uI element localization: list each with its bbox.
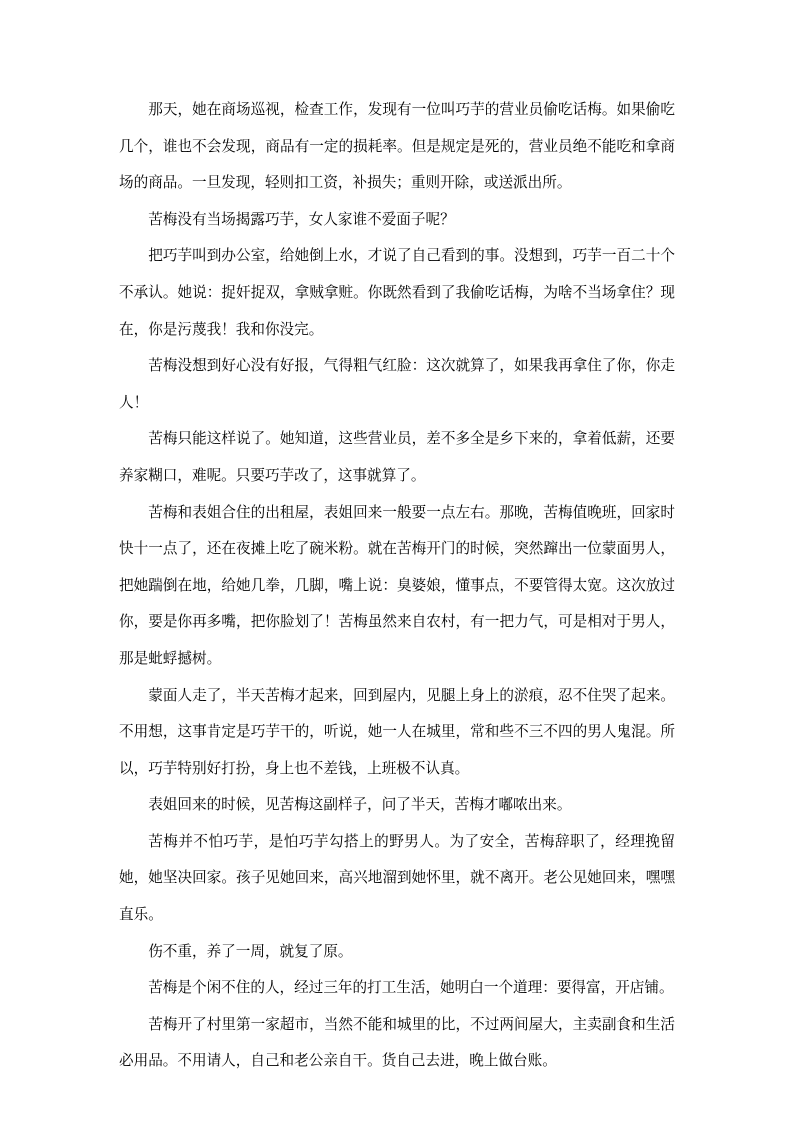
paragraph: 苦梅并不怕巧芋，是怕巧芋勾搭上的野男人。为了安全，苦梅辞职了，经理挽留她，她坚决回家。孩子见她回来，高兴地溜到她怀里，就不离开。老公见她回来，嘿嘿直乐。 — [119, 832, 675, 924]
paragraph: 苦梅是个闲不住的人，经过三年的打工生活，她明白一个道理：要得富，开店铺。 — [148, 979, 674, 997]
paragraph: 苦梅开了村里第一家超市，当然不能和城里的比，不过两间屋大，主卖副食和生活必用品。不用请人，自己和老公亲自干。货自己去进，晚上做台账。 — [119, 1015, 675, 1070]
paragraph: 那天，她在商场巡视，检查工作，发现有一位叫巧芋的营业员偷吃话梅。如果偷吃几个，谁也不会发现，商品有一定的损耗率。但是规定是死的，营业员绝不能吃和拿商场的商品。一旦发现，轻则扣工资，补损失；重则开除，或送派出所。 — [119, 101, 675, 192]
paragraph: 苦梅没想到好心没有好报，气得粗气红脸：这次就算了，如果我再拿住了你，你走人！ — [119, 357, 675, 411]
paragraph: 苦梅只能这样说了。她知道，这些营业员，差不多全是乡下来的，拿着低薪，还要养家糊口，难呢。只要巧芋改了，这事就算了。 — [119, 430, 675, 484]
paragraph: 把巧芋叫到办公室，给她倒上水，才说了自己看到的事。没想到，巧芋一百二十个不承认。她说：捉奸捉双，拿贼拿赃。你既然看到了我偷吃话梅，为啥不当场拿住？现在，你是污蔑我！我和你没完。 — [119, 247, 675, 338]
paragraph: 伤不重，养了一周，就复了原。 — [148, 942, 353, 960]
document-body — [119, 92, 675, 1080]
paragraph: 苦梅和表姐合住的出租屋，表姐回来一般要一点左右。那晚，苦梅值晚班，回家时快十一点了，还在夜摊上吃了碗米粉。就在苦梅开门的时候，突然蹿出一位蒙面男人，把她踹倒在地，给她几拳，几脚，嘴上说：臭婆娘，懂事点，不要管得太宽。这次放过你，要是你再多嘴，把你脸划了！苦梅虽然来自农村，有一把力气，可是相对于男人，那是蚍蜉撼树。 — [119, 503, 675, 667]
paragraph: 表姐回来的时候，见苦梅这副样子，问了半天，苦梅才嘟哝出来。 — [148, 796, 572, 814]
paragraph: 蒙面人走了，半天苦梅才起来，回到屋内，见腿上身上的淤痕，忍不住哭了起来。不用想，这事肯定是巧芋干的，听说，她一人在城里，常和些不三不四的男人鬼混。所以，巧芋特别好打扮，身上也不差钱，上班极不认真。 — [119, 686, 675, 777]
paragraph: 苦梅没有当场揭露巧芋，女人家谁不爱面子呢？ — [148, 210, 455, 228]
